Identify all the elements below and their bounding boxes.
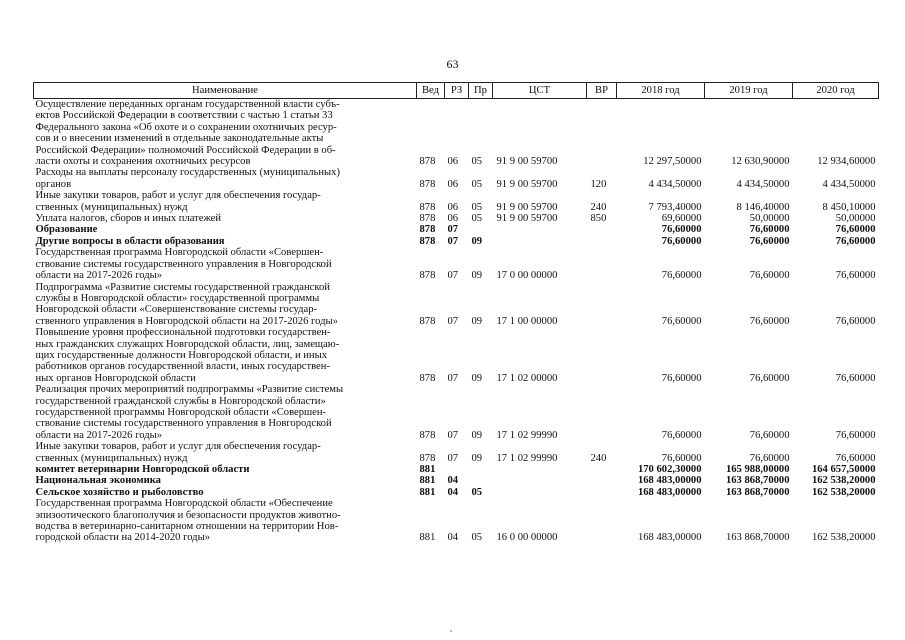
row-cst-cell <box>493 475 587 486</box>
row-cst-cell: 17 1 02 99990 <box>496 429 558 441</box>
row-pr-cell: 09 <box>471 372 483 384</box>
row-2020-value: 164 657,50000 <box>811 464 876 475</box>
row-2018-value: 168 483,00000 <box>637 475 702 487</box>
header-name: Наименование <box>34 83 417 99</box>
header-pr: Пр <box>469 83 493 99</box>
row-2019-value: 76,60000 <box>749 224 790 236</box>
row-vr-cell <box>587 475 617 486</box>
row-cst-cell: 17 0 00 00000 <box>496 270 558 282</box>
row-rz-cell: 07 <box>447 235 459 247</box>
header-ved: Вед <box>417 83 445 99</box>
row-vr-cell: 240 <box>590 452 607 464</box>
row-pr-cell: 09 <box>471 235 483 247</box>
row-pr-cell: 05 <box>471 156 483 168</box>
row-2018-value: 76,60000 <box>661 372 702 384</box>
row-rz-cell: 04 <box>447 475 459 487</box>
row-name-cell: Государственная программа Новгородской области «Совершен- ствование системы государственного управления в Новгородской области на 2017-2026 годы» <box>35 247 332 282</box>
row-name-cell: Реализация прочих мероприятий подпрограммы «Развитие системы государственной гражданской службы в Новгородской области» государственной программы Новгородской области «Совершен- ствование системы государственного управления в Новгородской области на 2017-2026 годы» <box>35 384 344 441</box>
row-name-cell: Национальная экономика <box>35 475 161 487</box>
table-row <box>34 99 879 168</box>
row-vr-cell <box>587 327 617 384</box>
row-name-cell: Уплата налогов, сборов и иных платежей <box>35 213 222 225</box>
row-cst-cell: 17 1 02 00000 <box>496 372 558 384</box>
page-number: 63 <box>446 57 459 71</box>
row-2020-value: 76,60000 <box>835 224 876 236</box>
header-cst: ЦСТ <box>493 83 587 99</box>
row-name-cell: Сельское хозяйство и рыболовство <box>35 486 204 498</box>
row-rz-cell: 06 <box>447 201 459 213</box>
row-2019-value: 12 630,90000 <box>731 156 790 168</box>
row-ved-cell: 878 <box>419 224 436 236</box>
header-rz: РЗ <box>445 83 469 99</box>
row-ved-cell: 878 <box>419 178 436 190</box>
row-pr-cell: 05 <box>471 178 483 190</box>
row-ved-cell: 881 <box>419 486 436 498</box>
row-cst-cell: 91 9 00 59700 <box>496 213 558 225</box>
row-rz-cell: 07 <box>447 429 459 441</box>
table-row <box>34 236 879 247</box>
row-2018-value: 7 793,40000 <box>648 201 702 213</box>
row-name-cell: Осуществление переданных органам государственной власти субъ- ектов Российской Федерации в соответствии с частью 1 статьи 33 Федерального закона «Об охоте и о сохранении охотничьих ресур- сов и о внесении изменений в отдельные законодательные акты Российской Федерации» полномочий Российской Федерации в об- ласти охоты и сохранения охотничьих ресурсов <box>35 99 340 168</box>
row-name-cell: Подпрограмма «Развитие системы государственной гражданской службы в Новгородской области» государственной программы Новгородской области «Совершенствование системы государ- ственного управления в Новгородской области на 2017-2026 годы» <box>35 281 338 327</box>
row-2020-value: 4 434,50000 <box>822 178 876 190</box>
row-2019-value: 76,60000 <box>749 452 790 464</box>
row-2019-value: 163 868,70000 <box>725 486 790 498</box>
row-pr-cell: 05 <box>471 532 483 544</box>
row-vr-cell <box>587 247 617 281</box>
row-vr-cell <box>587 498 617 544</box>
table-row <box>34 384 879 441</box>
row-name-cell: Государственная программа Новгородской области «Обеспечение эпизоотического благополучия и безопасности продуктов животно- водства в ветеринарно-санитарном отношении на территории Нов- городской области на 2014-2020 годы» <box>35 498 341 544</box>
row-2020-value: 12 934,60000 <box>817 156 876 168</box>
table-row <box>34 224 879 235</box>
budget-table <box>33 82 879 544</box>
row-rz-cell <box>445 464 469 475</box>
row-name-cell: комитет ветеринарии Новгородской области <box>35 464 250 475</box>
row-rz-cell: 06 <box>447 213 459 225</box>
row-2019-value: 76,60000 <box>749 372 790 384</box>
row-vr-cell <box>587 224 617 235</box>
row-2019-value: 8 146,40000 <box>736 201 790 213</box>
row-rz-cell: 04 <box>447 486 459 498</box>
row-pr-cell: 09 <box>471 452 483 464</box>
table-row <box>34 327 879 384</box>
row-2020-value: 50,00000 <box>835 213 876 225</box>
row-2020-value: 76,60000 <box>835 452 876 464</box>
row-2020-value: 76,60000 <box>835 315 876 327</box>
row-cst-cell: 91 9 00 59700 <box>496 178 558 190</box>
row-2018-value: 4 434,50000 <box>648 178 702 190</box>
table-row <box>34 475 879 486</box>
scan-artifact <box>450 630 452 632</box>
row-2018-value: 12 297,50000 <box>643 156 702 168</box>
row-2018-value: 76,60000 <box>661 235 702 247</box>
row-2018-value: 76,60000 <box>661 429 702 441</box>
row-2019-value: 76,60000 <box>749 235 790 247</box>
row-2018-value: 168 483,00000 <box>637 486 702 498</box>
header-2019: 2019 год <box>705 83 793 99</box>
row-ved-cell: 878 <box>419 429 436 441</box>
row-2019-value: 76,60000 <box>749 270 790 282</box>
row-ved-cell: 878 <box>419 452 436 464</box>
row-pr-cell: 05 <box>471 213 483 225</box>
row-cst-cell: 17 1 02 99990 <box>496 452 558 464</box>
row-ved-cell: 881 <box>419 464 436 475</box>
row-2020-value: 162 538,20000 <box>811 475 876 487</box>
row-2020-value: 162 538,20000 <box>811 532 876 544</box>
row-vr-cell: 240 <box>590 201 607 213</box>
table-row <box>34 441 879 464</box>
row-name-cell: Расходы на выплаты персоналу государственных (муниципальных) органов <box>35 167 340 190</box>
row-2018-value: 69,60000 <box>661 213 702 225</box>
table-row <box>34 282 879 328</box>
row-rz-cell: 07 <box>447 372 459 384</box>
header-2020: 2020 год <box>793 83 879 99</box>
row-cst-cell: 16 0 00 00000 <box>496 532 558 544</box>
row-cst-cell: 91 9 00 59700 <box>496 156 558 168</box>
row-pr-cell: 09 <box>471 270 483 282</box>
row-2019-value: 4 434,50000 <box>736 178 790 190</box>
row-rz-cell: 04 <box>447 532 459 544</box>
row-rz-cell: 06 <box>447 178 459 190</box>
row-ved-cell: 881 <box>419 532 436 544</box>
table-row <box>34 167 879 190</box>
row-pr-cell <box>469 475 493 486</box>
row-2018-value: 76,60000 <box>661 452 702 464</box>
row-2018-value: 76,60000 <box>661 315 702 327</box>
row-ved-cell: 878 <box>419 315 436 327</box>
row-pr-cell <box>469 224 493 235</box>
row-vr-cell <box>587 464 617 475</box>
row-2020-value: 76,60000 <box>835 429 876 441</box>
row-pr-cell: 05 <box>471 486 483 498</box>
row-name-cell: Повышение уровня профессиональной подготовки государствен- ных гражданских служащих Новгородской области, лиц, замещаю- щих государственные должности Новгородской области, и иных работников органов государственной власти, иных государствен- ных органов Новгородской области <box>35 327 340 384</box>
header-vr: ВР <box>587 83 617 99</box>
row-vr-cell: 850 <box>590 213 607 225</box>
row-vr-cell <box>587 236 617 247</box>
row-2020-value: 76,60000 <box>835 372 876 384</box>
row-2019-value: 76,60000 <box>749 315 790 327</box>
row-cst-cell <box>493 224 587 235</box>
row-name-cell: Образование <box>35 224 98 236</box>
row-ved-cell: 878 <box>419 213 436 225</box>
row-cst-cell: 91 9 00 59700 <box>496 201 558 213</box>
table-row <box>34 464 879 475</box>
row-2018-value: 168 483,00000 <box>637 532 702 544</box>
row-ved-cell: 878 <box>419 270 436 282</box>
row-cst-cell <box>493 236 587 247</box>
row-ved-cell: 878 <box>419 201 436 213</box>
row-ved-cell: 878 <box>419 156 436 168</box>
row-2019-value: 50,00000 <box>749 213 790 225</box>
table-header-row <box>34 83 879 99</box>
table-row <box>34 213 879 224</box>
row-pr-cell <box>469 464 493 475</box>
row-cst-cell <box>493 487 587 498</box>
table-row <box>34 487 879 498</box>
header-2018: 2018 год <box>617 83 705 99</box>
table-row <box>34 498 879 544</box>
table-row <box>34 190 879 213</box>
row-name-cell: Иные закупки товаров, работ и услуг для обеспечения государ- ственных (муниципальных) нужд <box>35 190 321 213</box>
row-2019-value: 163 868,70000 <box>725 532 790 544</box>
row-rz-cell: 06 <box>447 156 459 168</box>
row-name-cell: Другие вопросы в области образования <box>35 235 225 247</box>
row-rz-cell: 07 <box>447 224 459 236</box>
row-2019-value: 165 988,00000 <box>725 464 790 475</box>
row-pr-cell: 09 <box>471 315 483 327</box>
row-ved-cell: 878 <box>419 235 436 247</box>
row-2018-value: 76,60000 <box>661 270 702 282</box>
row-ved-cell: 881 <box>419 475 436 487</box>
row-rz-cell: 07 <box>447 315 459 327</box>
table-row <box>34 247 879 281</box>
row-cst-cell <box>493 464 587 475</box>
table-body <box>34 99 879 544</box>
row-cst-cell: 17 1 00 00000 <box>496 315 558 327</box>
row-2019-value: 76,60000 <box>749 429 790 441</box>
row-2018-value: 170 602,30000 <box>637 464 702 475</box>
row-2020-value: 162 538,20000 <box>811 486 876 498</box>
row-vr-cell <box>587 487 617 498</box>
row-vr-cell <box>587 282 617 328</box>
row-2018-value: 76,60000 <box>661 224 702 236</box>
row-ved-cell: 878 <box>419 372 436 384</box>
row-pr-cell: 09 <box>471 429 483 441</box>
row-rz-cell: 07 <box>447 270 459 282</box>
row-vr-cell <box>587 384 617 441</box>
row-vr-cell <box>587 99 617 168</box>
row-pr-cell: 05 <box>471 201 483 213</box>
row-rz-cell: 07 <box>447 452 459 464</box>
row-vr-cell: 120 <box>590 178 607 190</box>
row-name-cell: Иные закупки товаров, работ и услуг для обеспечения государ- ственных (муниципальных) нужд <box>35 441 321 464</box>
row-2019-value: 163 868,70000 <box>725 475 790 487</box>
row-2020-value: 76,60000 <box>835 270 876 282</box>
row-2020-value: 8 450,10000 <box>822 201 876 213</box>
row-2020-value: 76,60000 <box>835 235 876 247</box>
